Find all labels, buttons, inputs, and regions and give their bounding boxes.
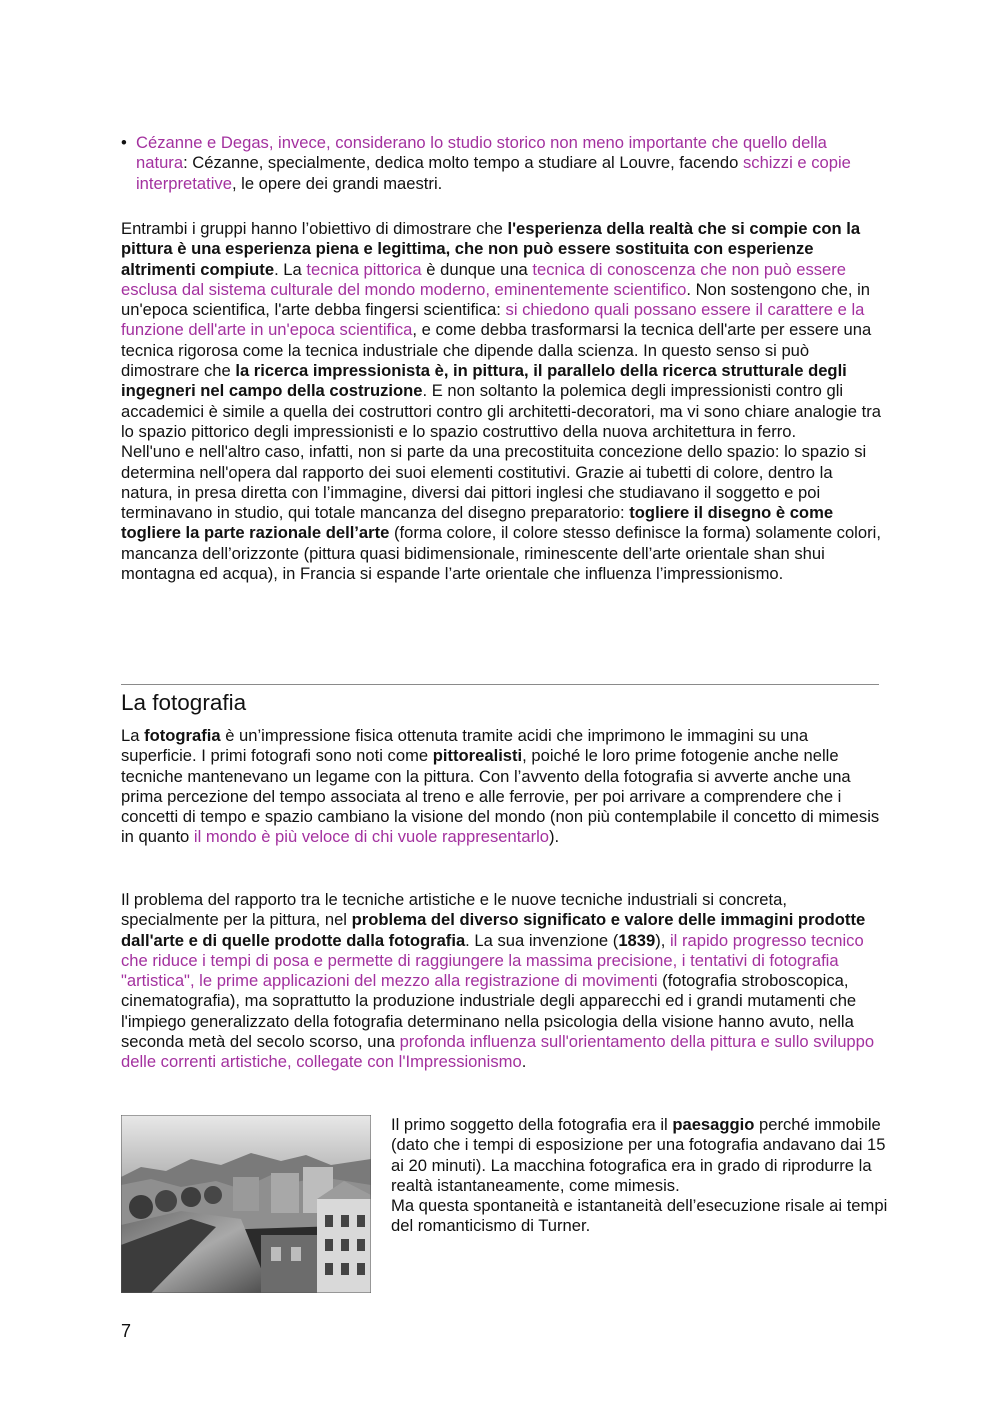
paragraph-realta xyxy=(121,219,881,584)
bold-text: togliere il disegno è come togliere la parte razionale dell’arte xyxy=(121,503,834,543)
body-text: , e come debba trasformarsi la tecnica dell'arte per essere una tecnica rigorosa come la tecnica industriale che dipende dalla scienza. In questo senso si può dimostrare che xyxy=(121,320,872,381)
highlight-text: schizzi e copie interpretative xyxy=(136,153,851,193)
body-text: , poiché le loro prime fotogenie anche nelle tecniche mantenevano un legame con la pittura. Con l’avvento della fotografia si avverte anche una prima percezione del tempo associata al treno e alle ferrovie, per poi arrivare a comprendere che i concetti di tempo e spazio cambiano la visione del mondo (non più contemplabile il concetto di mimesis in quanto xyxy=(121,746,880,847)
body-text: . xyxy=(521,1052,527,1072)
body-text: Il primo soggetto della fotografia era il xyxy=(391,1115,673,1134)
highlight-text: il mondo è più veloce di chi vuole rappresentarlo xyxy=(193,827,550,847)
paragraph-problema xyxy=(121,890,881,1073)
body-text: . Non sostengono che, in un'epoca scientifica, l'arte debba fingersi scientifica: xyxy=(121,279,870,320)
bold-text: paesaggio xyxy=(672,1115,755,1134)
bullet-marker: • xyxy=(121,133,127,152)
bold-text: pittorealisti xyxy=(432,746,523,766)
body-text: perché immobile (dato che i tempi di esposizione per una fotografia andavano dai 15 ai 20 minuti). La macchina fotografica era in grado di riprodurre la realtà istantaneamente, come mimesis. xyxy=(391,1115,886,1195)
bold-text: fotografia xyxy=(144,726,221,745)
body-text: La xyxy=(121,726,145,745)
bold-text: problema del diverso significato e valore delle immagini prodotte dall'arte e di quelle prodotte dalla fotografia xyxy=(121,910,866,950)
body-text: Il problema del rapporto tra le tecniche artistiche e le nuove tecniche industriali si concreta, specialmente per la pittura, nel xyxy=(121,890,787,930)
highlight-text: tecnica pittorica xyxy=(306,259,422,279)
body-text: (forma colore, il colore stesso definisce la forma) solamente colori, mancanza dell’orizzonte (pittura quasi bidimensionale, riminescente dell’arte orientale shan shui montagna ed acqua), in Francia si espande l’arte orientale che influenza l’impressionismo. xyxy=(121,523,881,584)
section-title: La fotografia xyxy=(121,690,247,715)
highlight-text: tecnica di conoscenza che non può essere esclusa dal sistema culturale del mondo moderno, eminentemente scientifico xyxy=(121,259,847,299)
bullet-list-item xyxy=(121,133,881,194)
highlight-text: Cézanne e Degas, invece, considerano lo studio storico non meno importante che quello della natura xyxy=(136,133,827,173)
page-number: 7 xyxy=(121,1321,132,1341)
daguerreotype-photo xyxy=(121,1115,371,1293)
highlight-text: profonda influenza sull'orientamento della pittura e sullo sviluppo delle correnti artistiche, collegate con l'Impressionismo xyxy=(121,1032,875,1072)
body-text: Entrambi i gruppi hanno l’obiettivo di dimostrare che xyxy=(121,219,508,238)
section-divider xyxy=(121,684,879,685)
body-text: è un’impressione fisica ottenuta tramite acidi che imprimono le immagini su una superficie. I primi fotografi sono noti come xyxy=(121,726,809,766)
bullet-text xyxy=(136,133,881,194)
bold-text: la ricerca impressionista è, in pittura, il parallelo della ricerca strutturale degli ingegneri nel campo della costruzione xyxy=(121,361,847,401)
body-text: (fotografia stroboscopica, cinematografia), ma soprattutto la produzione industriale degli apparecchi ed i grandi mutamenti che l'impiego generalizzato della fotografia determinano nella psicologia della visione hanno avuto, nella seconda metà del secolo scorso, una xyxy=(121,971,857,1052)
body-text: . La sua invenzione ( xyxy=(465,930,619,950)
body-text: . La xyxy=(274,259,307,279)
highlight-text: si chiedono quali possano essere il carattere e la funzione dell'arte in un'epoca scientifica xyxy=(121,300,865,340)
paragraph-fotografia xyxy=(121,726,881,848)
highlight-text: il rapido progresso tecnico che riduce i tempi di posa e permette di raggiungere la massima precisione, i tentativi di fotografia "artistica", le prime applicazioni del mezzo alla registrazione di movimenti xyxy=(121,930,864,991)
bold-text: 1839 xyxy=(618,930,656,950)
body-text: ), xyxy=(655,930,670,950)
body-text: Ma questa spontaneità e istantaneità dell’esecuzione risale ai tempi del romanticismo di Turner. xyxy=(391,1196,888,1236)
body-text: , le opere dei grandi maestri. xyxy=(231,173,443,193)
body-text: Nell'uno e nell'altro caso, infatti, non si parte da una precostituita concezione dello spazio: lo spazio si determina nell'opera dal rapporto dei suoi elementi costitutivi. Grazie ai tubetti di colore, dentro la natura, in presa diretta con l’immagine, diversi dai pittori inglesi che studiavano il soggetto e poi terminavano in studio, qui totale mancanza del disegno preparatorio: xyxy=(121,442,867,523)
body-text: : Cézanne, specialmente, dedica molto tempo a studiare al Louvre, facendo xyxy=(183,153,743,173)
bold-text: l'esperienza della realtà che si compie con la pittura è una esperienza piena e legittima, che non può essere sostituita con esperienze altrimenti compiute xyxy=(121,219,861,279)
body-text: ). xyxy=(549,827,560,847)
paragraph-paesaggio xyxy=(391,1115,891,1237)
body-text: è dunque una xyxy=(421,259,533,279)
body-text: . E non soltanto la polemica degli impressionisti contro gli accademici è simile a quella dei costruttori contro gli architetti-decoratori, ma vi sono chiare analogie tra lo spazio pittorico degli impressionisti e lo spazio costruttivo della nuova architettura in ferro. xyxy=(121,381,881,441)
